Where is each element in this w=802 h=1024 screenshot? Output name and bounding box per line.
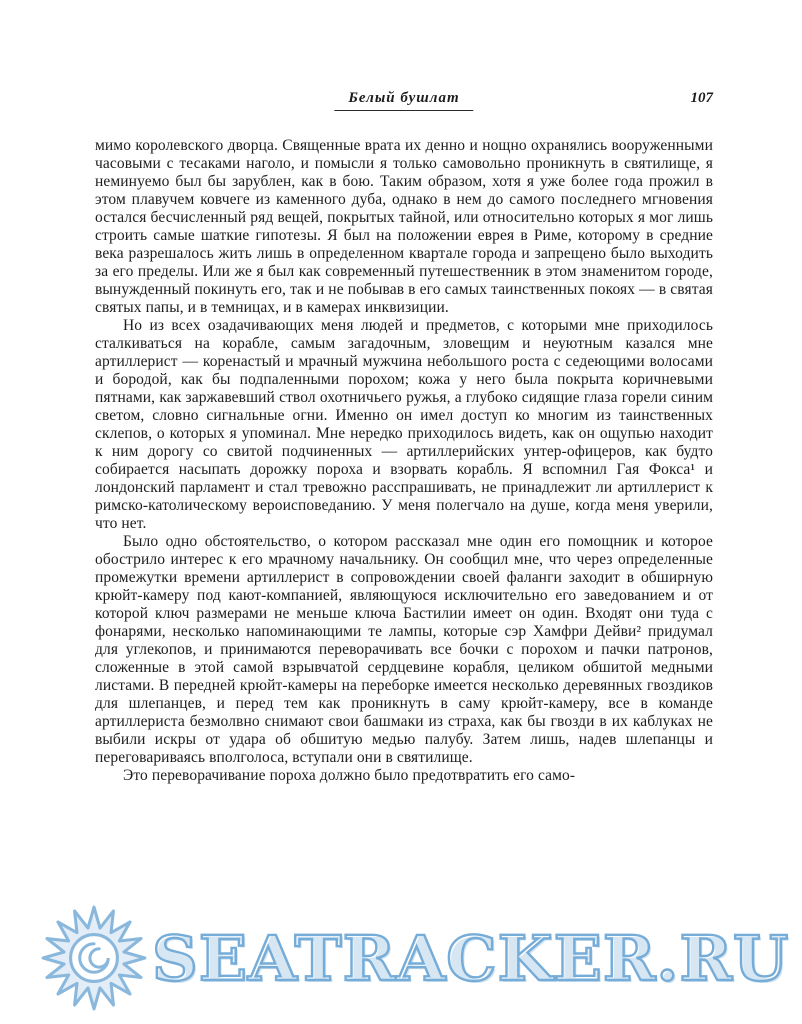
watermark-text: SEATRACKER.RU (152, 921, 790, 995)
paragraph: мимо королевского дворца. Священные врата их денно и нощно охранялись вооруженными часовыми с тесаками наголо, и помысли я только самовольно проникнуть в святилище, я неминуемо был бы зарублен, как в бою. Таким образом, хотя я уже более года прожил в этом плавучем ковчеге из каменного дуба, однако в нем до самого последнего мгновения остался бесчисленный ряд вещей, покрытых тайной, или относительно которых я мог лишь строить самые шаткие гипотезы. Я был на положении еврея в Риме, которому в средние века разрешалось жить лишь в определенном квартале города и запрещено было выходить за его пределы. Или же я был как современный путешественник в этом знаменитом городе, вынужденный покинуть его, так и не побывав в его самых таинственных покоях — в святая святых папы, и в темницах, и в камерах инквизиции. (95, 137, 713, 316)
paragraph: Но из всех озадачивающих меня людей и предметов, с которыми мне приходилось сталкиваться на корабле, самым загадочным, зловещим и неуютным казался мне артиллерист — коренастый и мрачный мужчина небольшого роста с седеющими волосами и бородой, как бы подпаленными порохом; кожа у него была покрыта коричневыми пятнами, как заржавевший ствол охотничьего ружья, а глубоко сидящие глаза горели синим светом, словно сигнальные огни. Именно он имел доступ ко многим из таинственных склепов, о которых я упоминал. Мне нередко приходилось видеть, как он ощупью находит к ним дорогу со свитой подчиненных — артиллерийских унтер-офицеров, как будто собирается насыпать дорожку пороха и взорвать корабль. Я вспомнил Гая Фокса¹ и лондонский парламент и стал тревожно расспрашивать, не принадлежит ли артиллерист к римско-католическому вероисповеданию. У меня полегчало на душе, когда меня уверили, что нет. (95, 317, 713, 532)
paragraph: Было одно обстоятельство, о котором рассказал мне один его помощник и которое обострило интерес к его мрачному начальнику. Он сообщил мне, что через определенные промежутки времени артиллерист в сопровождении своей фаланги заходит в обширную крюйт-камеру под кают-компанией, являющуюся исключительно его заведованием и от которой ключ размерами не меньше ключа Бастилии имеет он один. Входят они туда с фонарями, несколько напоминающими те лампы, которые сэр Хамфри Дейви² придумал для углекопов, и принимаются переворачивать все бочки с порохом и пачки патронов, сложенные в этой самой взрывчатой сердцевине корабля, целиком обшитой медными листами. В передней крюйт-камеры на переборке имеется несколько деревянных гвоздиков для шлепанцев, и перед тем как проникнуть в саму крюйт-камеру, все в команде артиллериста безмолвно снимают свои башмаки из страха, как бы гвозди в их каблуках не выбили искры от удара об обшитую медью палубу. Затем лишь, надев шлепанцы и переговариваясь вполголоса, вступали они в святилище. (95, 533, 713, 766)
sun-logo-icon (38, 902, 150, 1014)
page-number: 107 (690, 90, 713, 106)
running-title: Белый бушлат (334, 90, 473, 111)
paragraph: Это переворачивание пороха должно было предотвратить его само- (123, 767, 576, 784)
page-header (95, 90, 713, 114)
page-body (95, 137, 713, 785)
watermark (38, 898, 798, 1018)
